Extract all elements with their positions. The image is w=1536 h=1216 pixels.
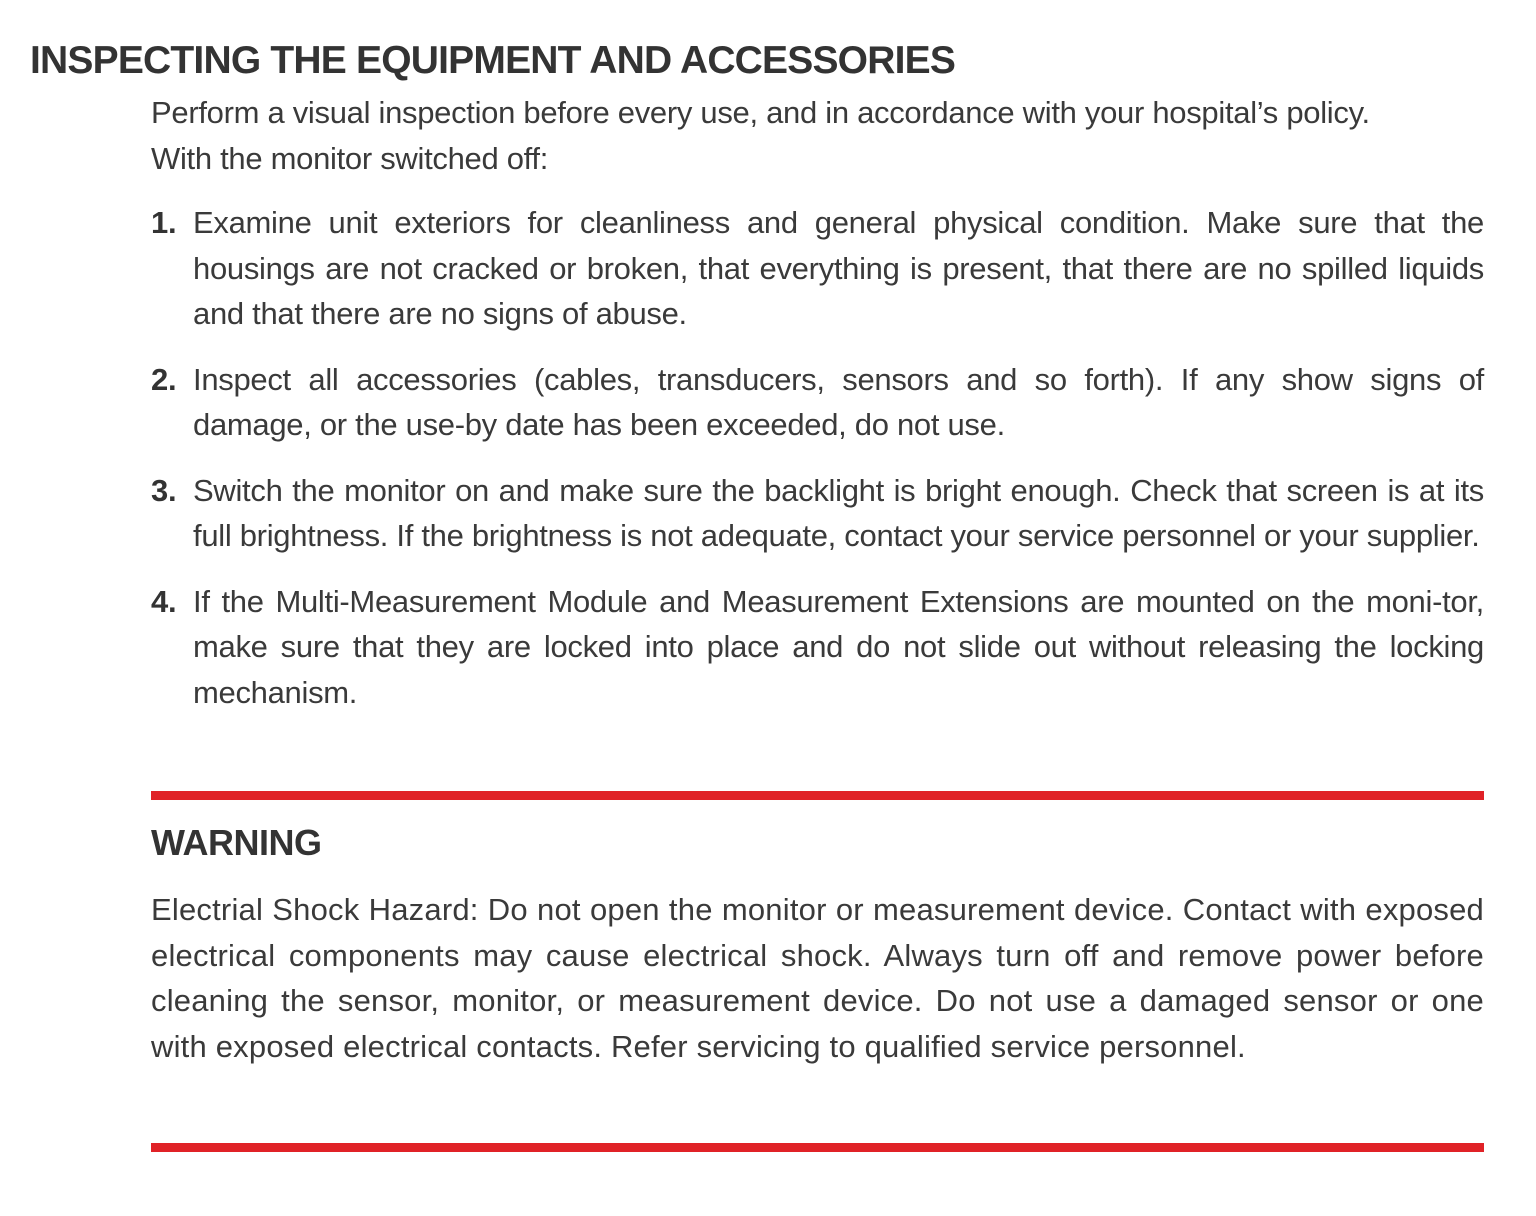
list-item: [151, 200, 1484, 337]
section-body: [151, 90, 1484, 735]
step-text: Examine unit exteriors for cleanliness and general physical condition. Make sure that the housings are not cracked or broken, that everything is present, that there are no spilled liquids and that there are no signs of abuse.: [193, 205, 1484, 331]
step-text: If the Multi-Measurement Module and Measurement Extensions are mounted on the moni-tor, make sure that they are locked into place and do not slide out without releasing the locking mechanism.: [193, 583, 1484, 710]
warning-bottom-divider: [151, 1143, 1484, 1152]
step-number: 1.: [151, 205, 177, 240]
intro-paragraph: [151, 90, 1484, 181]
section-heading: INSPECTING THE EQUIPMENT AND ACCESSORIES: [30, 39, 956, 82]
list-item: [151, 357, 1484, 448]
warning-text: Electrial Shock Hazard: Do not open the monitor or measurement device. Contact with exposed electrical components may cause electrical shock. Always turn off and remove power before cleaning the sensor, monitor, or measurement device. Do not use a damaged sensor or one with exposed electrical contacts. Refer servicing to qualified service personnel.: [151, 892, 1484, 1064]
warning-title: WARNING: [151, 822, 322, 863]
intro-line-1: Perform a visual inspection before every use, and in accordance with your hospital’s policy.: [151, 95, 1370, 130]
step-number: 2.: [151, 361, 177, 397]
step-text: Switch the monitor on and make sure the backlight is bright enough. Check that screen is at its full brightness. If the brightness is not adequate, contact your service personnel or your supplier.: [193, 472, 1484, 553]
step-number: 4.: [151, 583, 177, 619]
step-number: 3.: [151, 472, 177, 508]
list-item: [151, 468, 1484, 559]
intro-line-2: With the monitor switched off:: [151, 140, 549, 176]
warning-top-divider: [151, 791, 1484, 800]
inspection-steps-list: [151, 200, 1484, 715]
list-item: [151, 579, 1484, 716]
step-text: Inspect all accessories (cables, transducers, sensors and so forth). If any show signs of damage, or the use-by date has been exceeded, do not use.: [193, 361, 1484, 442]
